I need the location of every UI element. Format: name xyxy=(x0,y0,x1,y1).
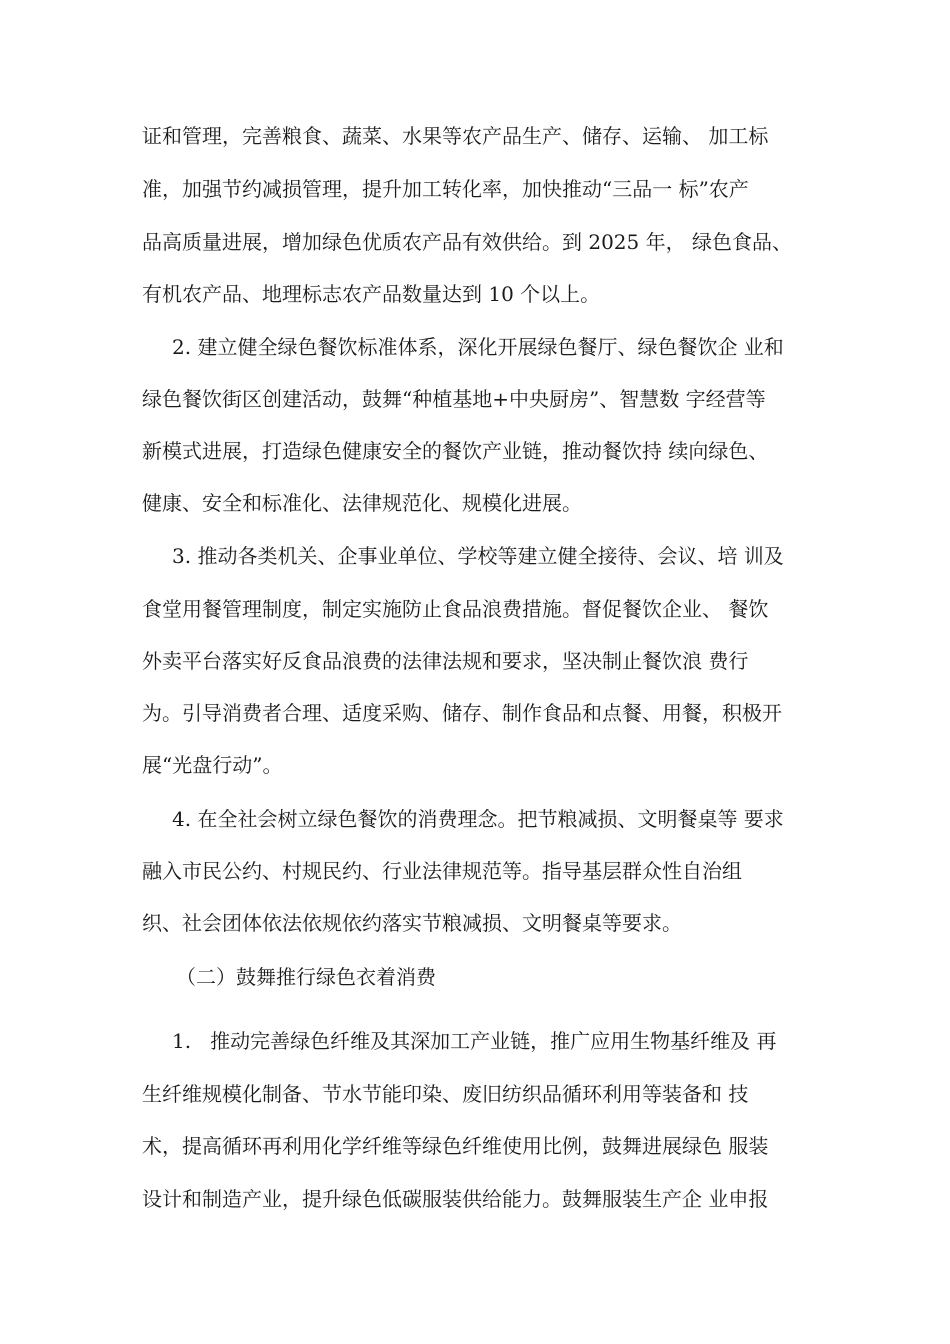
text-line: 证和管理，完善粮食、蔬菜、水果等农产品生产、储存、运输、 加工标 xyxy=(142,124,769,148)
text-line: 3. 推动各类机关、企事业单位、学校等建立健全接待、会议、培 训及 xyxy=(172,544,784,568)
text-line: 术，提高循环再利用化学纤维等绿色纤维使用比例，鼓舞进展绿色 服装 xyxy=(142,1134,769,1158)
text-line: 织、社会团体依法依规依约落实节粮减损、文明餐桌等要求。 xyxy=(142,911,682,935)
text-line: 准，加强节约减损管理，提升加工转化率，加快推动“三品一 标”农产 xyxy=(142,177,749,201)
text-line: 绿色餐饮街区创建活动，鼓舞“种植基地+中央厨房”、智慧数 字经营等 xyxy=(142,387,766,411)
text-line: 为。引导消费者合理、适度采购、储存、制作食品和点餐、用餐，积极开 xyxy=(142,701,782,725)
text-line: 2. 建立健全绿色餐饮标准体系，深化开展绿色餐厅、绿色餐饮企 业和 xyxy=(172,335,784,359)
section-heading-text: （二）鼓舞推行绿色衣着消费 xyxy=(176,965,436,989)
text-line: 融入市民公约、村规民约、行业法律规范等。指导基层群众性自治组 xyxy=(142,859,742,883)
text-line: 食堂用餐管理制度，制定实施防止食品浪费措施。督促餐饮企业、 餐饮 xyxy=(142,597,769,621)
text-line: 新模式进展，打造绿色健康安全的餐饮产业链，推动餐饮持 续向绿色、 xyxy=(142,439,769,463)
text-line: 有机农产品、地理标志农产品数量达到 10 个以上。 xyxy=(142,282,601,306)
text-line: 健康、安全和标准化、法律规范化、规模化进展。 xyxy=(142,491,582,515)
text-line: 外卖平台落实好反食品浪费的法律法规和要求，坚决制止餐饮浪 费行 xyxy=(142,649,749,673)
text-line: 展“光盘行动”。 xyxy=(142,753,283,777)
text-line: 生纤维规模化制备、节水节能印染、废旧纺织品循环利用等装备和 技 xyxy=(142,1082,749,1106)
text-line: 设计和制造产业，提升绿色低碳服装供给能力。鼓舞服装生产企 业申报 xyxy=(142,1187,769,1211)
text-line: 4. 在全社会树立绿色餐饮的消费理念。把节粮减损、文明餐桌等 要求 xyxy=(172,807,784,831)
text-line: 1. 推动完善绿色纤维及其深加工产业链，推广应用生物基纤维及 再 xyxy=(172,1029,777,1053)
text-line: 品高质量进展，增加绿色优质农产品有效供给。到 2025 年， 绿色食品、 xyxy=(142,230,792,254)
